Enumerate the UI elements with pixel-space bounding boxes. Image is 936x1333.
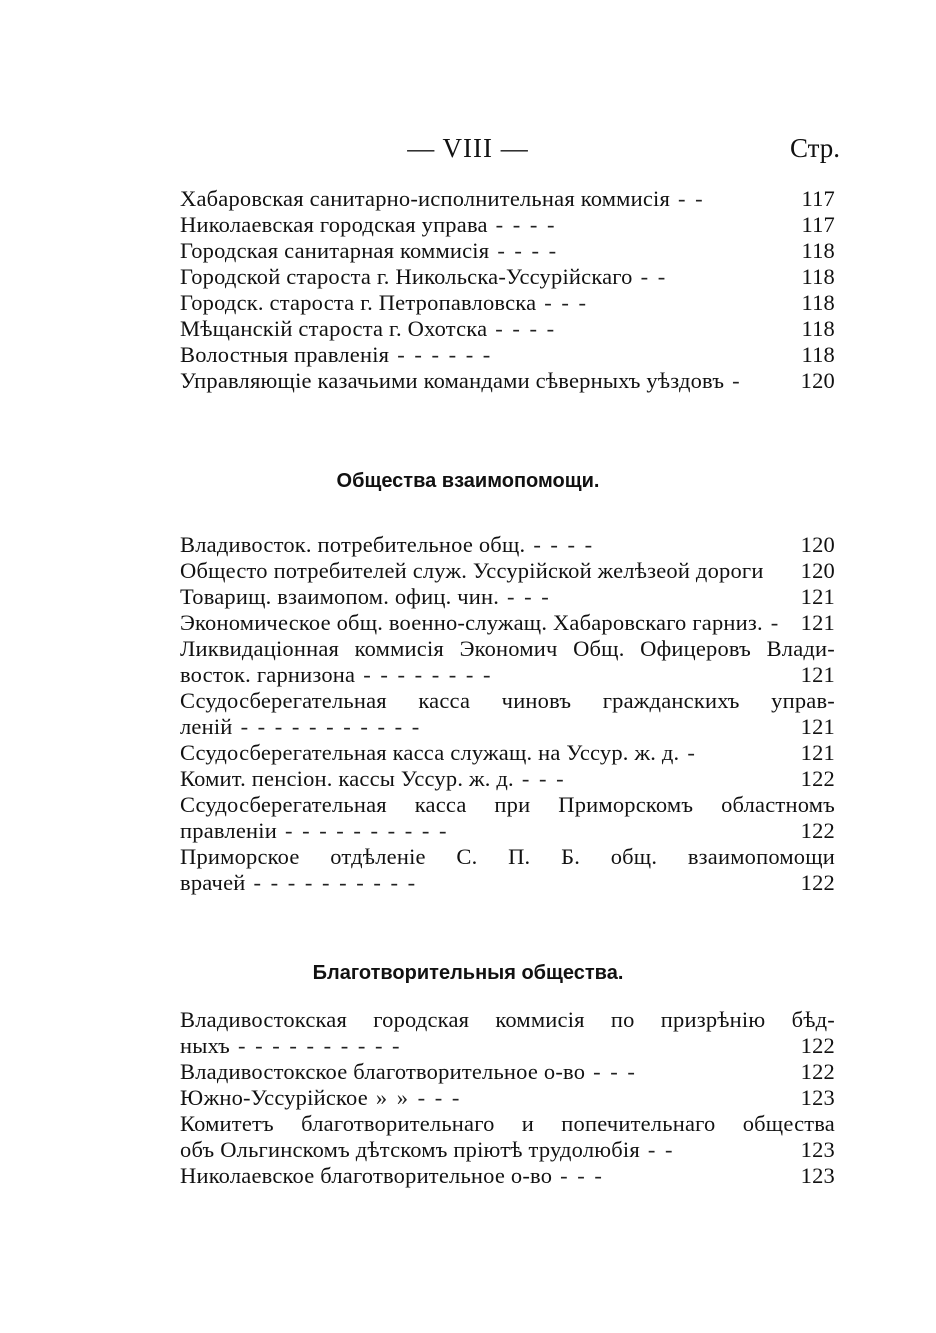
toc-page-number: 123	[800, 1085, 835, 1110]
toc-entry	[180, 532, 835, 558]
section-title-charity: Благотворительныя общества.	[312, 962, 624, 984]
toc-entry	[180, 1059, 835, 1085]
toc-leader-dashes: -	[770, 610, 781, 635]
toc-entry-title: Южно-Уссурійское	[180, 1085, 368, 1110]
toc-entry-title: Комитетъ благотворительнаго и попечительнаго общества	[180, 1111, 835, 1136]
toc-entry	[180, 714, 835, 740]
toc-entry	[180, 1163, 835, 1189]
toc-page-number: 118	[801, 238, 835, 263]
toc-entry-title: Владивостокская городская коммисія по призрѣнію бѣд-	[180, 1007, 835, 1032]
toc-entry	[180, 688, 835, 714]
toc-leader-dashes: - - -	[507, 584, 551, 609]
toc-entry-title: ныхъ	[180, 1033, 230, 1058]
toc-page-number: 120	[800, 368, 835, 393]
toc-entry	[180, 558, 835, 584]
toc-entry	[180, 740, 835, 766]
toc-entry	[180, 264, 835, 290]
toc-page-number: 118	[801, 290, 835, 315]
toc-leader-dashes: - - -	[544, 290, 589, 315]
toc-page-number: 121	[800, 714, 835, 739]
toc-page-number: 118	[801, 342, 835, 367]
toc-entry-title: Владивостокское благотворительное о-во	[180, 1059, 586, 1084]
toc-entry	[180, 238, 835, 264]
toc-entry	[180, 870, 835, 896]
page-number: — VIII —	[407, 133, 529, 163]
toc-leader-dashes: - - - - - - - - - - -	[240, 714, 422, 739]
toc-entry	[180, 186, 835, 212]
toc-entry-title: Ссудосберегательная касса при Приморскомъ областномъ	[180, 792, 835, 817]
toc-entry-title: Городская санитарная коммисія	[180, 238, 490, 263]
toc-leader-dashes: » » - - -	[375, 1085, 462, 1110]
toc-entry	[180, 1085, 835, 1111]
toc-leader-dashes: - - - - - - - - - -	[284, 818, 449, 843]
toc-page-number: 121	[800, 662, 835, 687]
page-column-label: Стр.	[789, 133, 840, 163]
section-administration	[180, 186, 835, 394]
toc-page-number: 121	[800, 740, 835, 765]
toc-entry-title: Управляющіе казачьими командами сѣверныхъ уѣздовъ	[180, 368, 725, 393]
toc-page-number: 120	[800, 532, 835, 557]
toc-leader-dashes: - - - - - -	[397, 342, 493, 367]
toc-page-number: 118	[801, 316, 835, 341]
toc-entry-title: Мѣщанскій староста г. Охотска	[180, 316, 488, 341]
toc-entry-title: Ссудосберегательная касса служащ. на Уссур. ж. д.	[180, 740, 680, 765]
section-title-mutual-aid: Общества взаимопомощи.	[336, 470, 600, 492]
toc-entry-title: леній	[180, 714, 233, 739]
toc-entry	[180, 212, 835, 238]
toc-entry	[180, 1137, 835, 1163]
toc-leader-dashes: - - -	[593, 1059, 637, 1084]
toc-entry-title: Волостныя правленія	[180, 342, 390, 367]
toc-leader-dashes: - - - -	[533, 532, 595, 557]
toc-entry-title: восток. гарнизона	[180, 662, 356, 687]
toc-page-number: 122	[800, 1033, 835, 1058]
toc-leader-dashes: - - -	[521, 766, 566, 791]
toc-entry-title: Товарищ. взаимопом. офиц. чин.	[180, 584, 500, 609]
toc-entry	[180, 792, 835, 818]
toc-entry	[180, 636, 835, 662]
toc-entry-title: правленіи	[180, 818, 277, 843]
toc-leader-dashes: - - - - - - - -	[363, 662, 493, 687]
toc-leader-dashes: - - - - - - - - - -	[253, 870, 418, 895]
toc-page-number: 122	[800, 766, 835, 791]
toc-page-number: 122	[800, 1059, 835, 1084]
section-mutual-aid	[180, 532, 835, 896]
toc-entry-title: объ Ольгинскомъ дѣтскомъ пріютѣ трудолюбія	[180, 1137, 640, 1162]
toc-page-number: 118	[801, 264, 835, 289]
toc-page-number: 120	[800, 558, 835, 583]
toc-page-number: 123	[800, 1137, 835, 1162]
toc-leader-dashes: - - -	[560, 1163, 604, 1188]
toc-entry-title: Городск. староста г. Петропавловска	[180, 290, 537, 315]
toc-page-number: 122	[800, 870, 835, 895]
toc-leader-dashes: - -	[640, 264, 668, 289]
toc-entry	[180, 316, 835, 342]
toc-entry	[180, 290, 835, 316]
toc-entry	[180, 844, 835, 870]
toc-leader-dashes: - - - -	[497, 238, 559, 263]
toc-leader-dashes: - - - - - - - - - -	[238, 1033, 402, 1058]
toc-entry	[180, 1033, 835, 1059]
toc-page-number: 117	[801, 212, 835, 237]
toc-leader-dashes: - - - -	[495, 212, 557, 237]
toc-entry	[180, 1007, 835, 1033]
toc-entry	[180, 368, 835, 394]
toc-entry	[180, 1111, 835, 1137]
toc-page-number: 117	[801, 186, 835, 211]
toc-entry-title: Городской староста г. Никольска-Уссурійскаго	[180, 264, 633, 289]
toc-leader-dashes: - - - -	[495, 316, 557, 341]
toc-leader-dashes: - -	[678, 186, 705, 211]
section-charity	[180, 1007, 835, 1189]
toc-entry-title: Ликвидаціонная коммисія Экономич Общ. Офицеровъ Влади-	[180, 636, 835, 661]
toc-entry	[180, 662, 835, 688]
toc-entry	[180, 818, 835, 844]
toc-leader-dashes: -	[732, 368, 742, 393]
toc-entry-title: Общесто потребителей служ. Уссурійской желѣзеой дороги	[180, 558, 764, 583]
toc-entry-title: Владивосток. потребительное общ.	[180, 532, 526, 557]
toc-entry-title: Комит. пенсіон. кассы Уссур. ж. д.	[180, 766, 514, 791]
toc-page-number: 121	[800, 584, 835, 609]
toc-entry-title: Ссудосберегательная касса чиновъ гражданскихъ управ-	[180, 688, 835, 713]
toc-entry-title: Хабаровская санитарно-исполнительная коммисія	[180, 186, 671, 211]
toc-entry-title: Приморское отдѣленіе С. П. Б. общ. взаимопомощи	[180, 844, 835, 869]
toc-entry	[180, 584, 835, 610]
toc-entry-title: Николаевское благотворительное о-во	[180, 1163, 553, 1188]
toc-entry-title: врачей	[180, 870, 246, 895]
toc-page-number: 121	[800, 610, 835, 635]
toc-page-number: 123	[800, 1163, 835, 1188]
toc-entry	[180, 342, 835, 368]
toc-entry-title: Экономическое общ. военно-служащ. Хабаровскаго гарниз.	[180, 610, 763, 635]
toc-entry	[180, 610, 835, 636]
toc-leader-dashes: -	[687, 740, 697, 765]
toc-leader-dashes: - -	[647, 1137, 675, 1162]
toc-entry	[180, 766, 835, 792]
toc-entry-title: Николаевская городская управа	[180, 212, 488, 237]
toc-page-number: 122	[800, 818, 835, 843]
